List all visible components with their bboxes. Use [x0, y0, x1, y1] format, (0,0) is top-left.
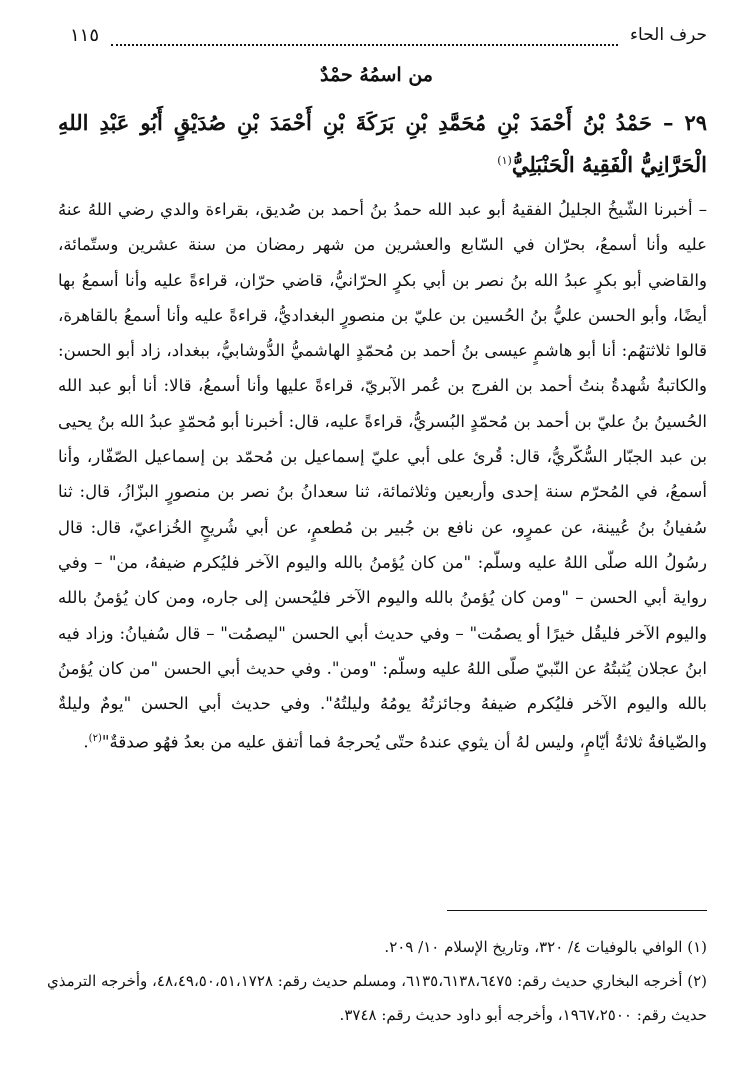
body-text: [58, 192, 707, 760]
footnote-divider: [447, 910, 707, 911]
entry-title: حَمْدُ بْنُ أَحْمَدَ بْنِ مُحَمَّدِ بْنِ بَرَكَةَ بْنِ أَحْمَدَ بْنِ صُدَيْقٍ أَبُو عَبْدِ اللهِ الْحَرَّانِيُّ الْفَقِيهُ الْحَنْبَلِيُّ: [58, 110, 707, 177]
leader-dots: [111, 34, 618, 46]
hadith-text: – أخبرنا الشّيخُ الجليلُ الفقيهُ أبو عبد الله حمدُ بنُ أحمد بن صُديق، بقراءة والدي رضي اللهُ عنهُ عليه وأنا أسمعُ، بحرّان في السّابع والعشرين من شهر رمضان من سنة عشرين وستّمائة، والقاضي أبو بكرٍ عبدُ الله بنُ نصر بن أبي بكرٍ الحرّانيُّ، قاضي حرّان، قراءةً عليه وأنا أسمعُ بها أيضًا، وأبو الحسن عليُّ بنُ الحُسين بن عليّ بن منصورٍ البغداديُّ، قراءةً عليه وأنا أسمعُ بالقاهرة، قالوا ثلاثتهُم: أنا أبو هاشمٍ عيسى بنُ أحمد بن مُحمّدٍ الهاشميُّ الدُّوشابيُّ، ببغداد، زاد أبو الحسن: والكاتبةُ شُهدةُ بنتُ أحمد بن الفرج بن عُمر الآبريّ، قراءةً عليها وأنا أسمعُ، قالا: أنا أبو عبد الله الحُسينُ بنُ عليّ بن أحمد بن مُحمّدٍ البُسريُّ، قراءةً عليه، قال: أخبرنا أبو مُحمّدٍ عبدُ الله بنُ يحيى بن عبد الجبّار السُّكّريُّ، قال: قُرئ على أبي عليّ إسماعيل بن مُحمّد بن إسماعيل الصّفّار، وأنا أسمعُ، في المُحرّم سنة إحدى وأربعين وثلاثمائة، ثنا سعدانُ بنُ نصر بن منصورٍ البزّازُ، قال: ثنا سُفيانُ بنُ عُيينة، عن عمرٍو، عن نافع بن جُبير بن مُطعمٍ، عن أبي شُريحٍ الخُزاعيّ، قال: قال رسُولُ الله صلّى اللهُ عليه وسلّم: "من كان يُؤمنُ بالله واليوم الآخر فليُكرم ضيفهُ، من" – وفي رواية أبي الحسن – "ومن كان يُؤمنُ بالله واليوم الآخر فليُحسن إلى جاره، ومن كان يُؤمنُ بالله واليوم الآخر فليقُل خيرًا أو يصمُت" – وفي حديث أبي الحسن "ليصمُت" – قال سُفيانُ: وزاد فيه ابنُ عجلان يُثبتُهُ عن النّبيّ صلّى اللهُ عليه وسلّم: "ومن". وفي حديث أبي الحسن "من كان يُؤمنُ بالله واليوم الآخر فليُكرم ضيفهُ وجائزتُهُ يومُهُ وليلتُهُ". وفي حديث أبي الحسن "يومٌ وليلةٌ والضّيافةُ ثلاثةُ أيّامٍ، وليس لهُ أن يثوي عندهُ حتّى يُحرجهُ فما أتفق عليه من بعدُ فهُو صدقةٌ": [58, 200, 707, 752]
body-end: .: [83, 732, 89, 752]
entry-number: ٢٩ –: [662, 110, 708, 135]
running-head: [70, 18, 707, 52]
chapter-title: حرف الحاء: [630, 25, 707, 45]
footnote-ref-2[interactable]: (٢): [88, 733, 102, 745]
page-number: ١١٥: [70, 24, 100, 46]
entry-heading: [58, 104, 707, 184]
hadith-paragraph: [58, 192, 707, 760]
footnote-ref-1[interactable]: (١): [497, 154, 512, 167]
footnotes: [40, 930, 707, 1032]
footnote-1: (١) الوافي بالوفيات ٤/ ٣٢٠، وتاريخ الإسلام ١٠/ ٢٠٩.: [384, 938, 707, 956]
section-heading: من اسمُهُ حمْدٌ: [320, 64, 433, 86]
footnote-2: (٢) أخرجه البخاري حديث رقم: ٦١٣٥،٦١٣٨،٦٤٧٥، ومسلم حديث رقم: ٤٨،٤٩،٥٠،٥١،١٧٢٨، وأخرجه الترمذي حديث رقم: ١٩٦٧،٢٥٠٠، وأخرجه أبو داود حديث رقم: ٣٧٤٨.: [47, 972, 707, 1024]
